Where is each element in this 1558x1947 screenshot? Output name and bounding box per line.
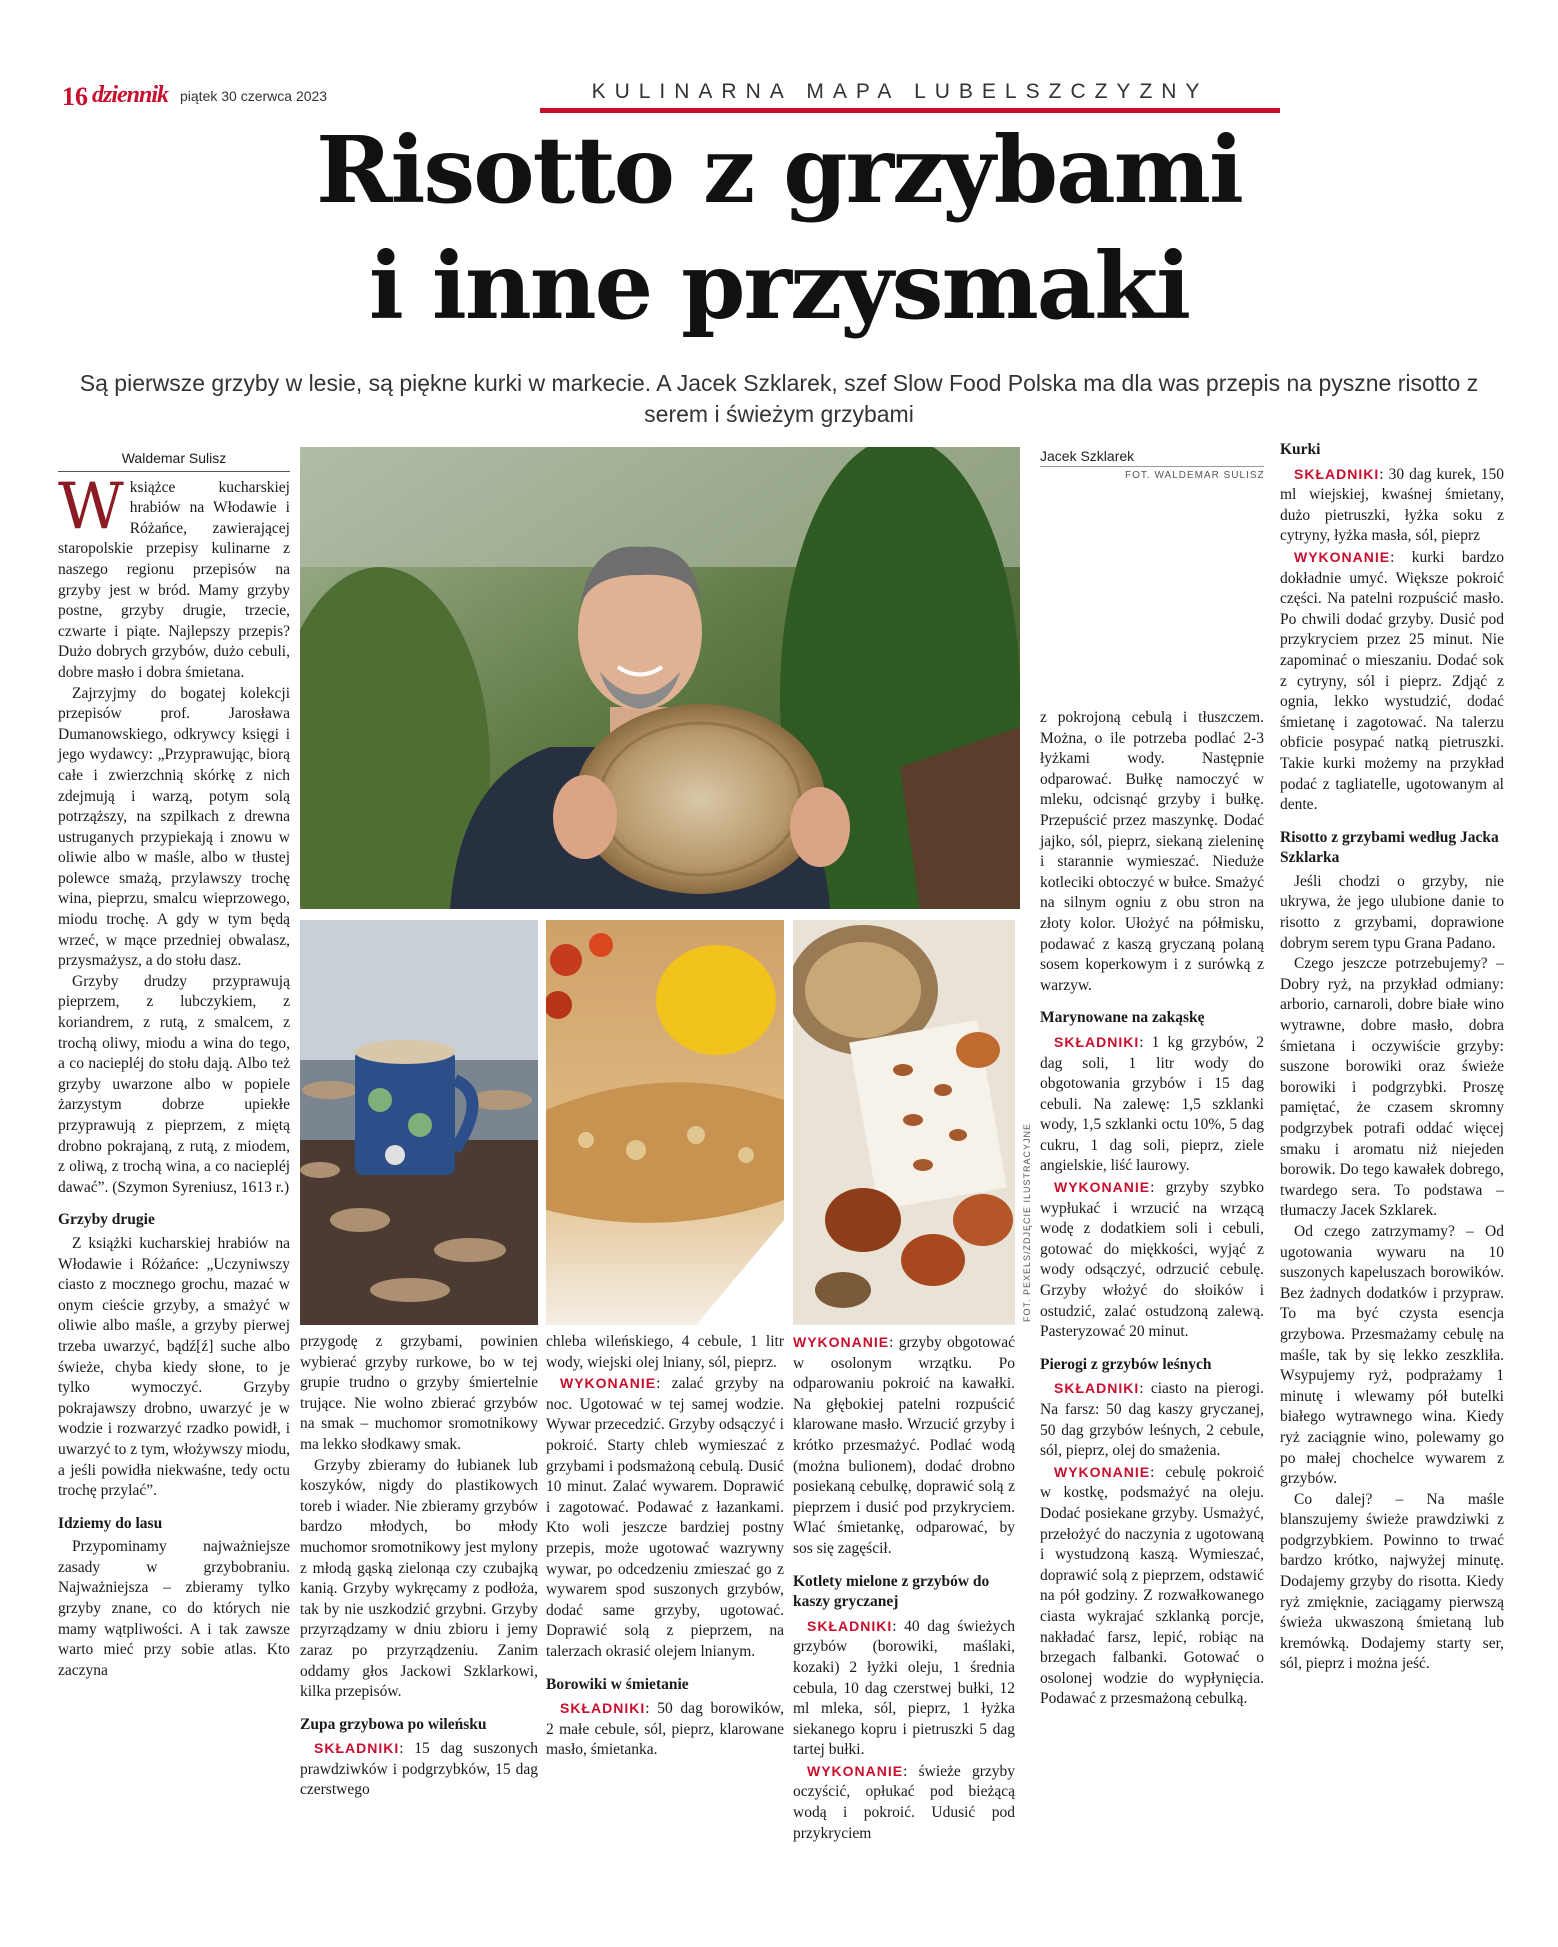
text-paragraph: Z książki kucharskiej hrabiów na Włodawie i Różańce: „Uczyniwszy ciasto z mocznego grochu, mazać w onym cieście grzyby, a smażyć w oliwie albo maśle, a grzyby pierwej trzeba uwarzyć, bądź[ź] suche albo świeże, chyba kiedy słone, to je tylko wymoczyć. Grzyby pokrajawszy drobno, uwarzyć je w wodzie i rozwarzyć rzadko powidł, i uwarzyć to z tym, włożywszy miodu, a jeśli powidła niekwaśne, tedy octu trochę przylać”. bbox=[58, 1234, 291, 1500]
author-byline: Waldemar Sulisz bbox=[58, 448, 290, 472]
baked-dish-image bbox=[546, 920, 784, 1325]
text-paragraph: z pokrojoną cebulą i tłuszczem. Można, o ile potrzeba podlać 2-3 łyżkami wody. Następnie odparować. Bułkę namoczyć w mleku, odcisnąć grzyby i bułkę. Przepuścić przez maszynkę. Dodać jajko, sól, pieprz, siekaną zieleninę i starannie wymieszać. Nieduże kotleciki obtoczyć w bułce. Smażyć na silnym ogniu z obu stron na złoty kolor. Ułożyć na półmisku, podawać z kaszą gryczaną polaną sosem koperkowym i z surówką z warzyw. bbox=[1040, 709, 1264, 994]
ingredients-text: : 30 dag kurek, 150 ml wiejskiej, kwaśnej śmietany, dużo pietruszki, łyżka soku z cytryny, łyżka masła, sól, pieprz bbox=[1280, 465, 1504, 545]
recipe-title: Zupa grzybowa po wileńsku bbox=[300, 1715, 487, 1733]
photo-credit: FOT. WALDEMAR SULISZ bbox=[1125, 470, 1265, 481]
ingredients-text: : 40 dag świeżych grzybów (borowiki, maślaki, kozaki) 2 łyżki oleju, 1 średnia cebula, 10 dag czerstwej bułki, 12 ml mleka, sól, pieprz, 1 łyżka siekanego kopru i pietruszki 5 dag tartej bułki. bbox=[793, 1617, 1015, 1759]
page-number: 16 bbox=[62, 82, 88, 111]
article-column-6 bbox=[1280, 440, 1504, 1675]
mushroom-atlas-photo bbox=[793, 920, 1015, 1325]
ingredients-label: SKŁADNIKI bbox=[1054, 1033, 1140, 1050]
issue-date: piątek 30 czerwca 2023 bbox=[180, 88, 328, 104]
soup-mug-photo bbox=[300, 920, 538, 1325]
newspaper-logo: dziennik bbox=[92, 82, 169, 108]
preparation-label: WYKONANIE bbox=[1054, 1463, 1151, 1480]
preparation-text: : grzyby obgotować w osolonym wrzątku. Po odparowaniu pokroić na kawałki. Na głębokiej patelni rozpuścić klarowane masło. Wrzucić grzyby i krótko przesmażyć. Podlać wodą (można bulionem), dodać drobno posiekaną cebulkę, doprawić solą z pieprzem i dusić pod przykryciem. Wlać śmietankę, odparować, by sos się zagęścił. bbox=[793, 1334, 1015, 1557]
text-paragraph: Od czego zatrzymamy? – Od ugotowania wywaru na 10 suszonych kapeluszach borowików. Bez żadnych dodatków i przypraw. To ma być czysta esencja grzybowa. Przesmażamy cebulę na maśle, tak by się lekko zeszkliła. Wsypujemy ryż, podprażamy 1 minutę i wlewamy pół butelki białego wytrawnego wina. Kiedy ryż zaciągnie wino, polewamy go po małej chochelce wywarem z grzybów. bbox=[1280, 1222, 1504, 1488]
recipe-title: Kotlety mielone z grzybów do kaszy gryczanej bbox=[793, 1572, 990, 1611]
mushrooms-table-image bbox=[793, 920, 1015, 1325]
masthead bbox=[62, 82, 1512, 112]
preparation-text: : zalać grzyby na noc. Ugotować w tej samej wodzie. Wywar przecedzić. Grzyby odsączyć i pokroić. Starty chleb wymieszać z grzybami i podsmażoną cebulą. Dusić 10 minut. Zalać wywarem. Doprawić i zagotować. Podawać z łazankami. Kto woli jeszcze bardziej postny przepis, może ugotować wazrywny wywar, po odcedzeniu zmieszać go z wywarem spod suszonych grzybów, dodać same grzyby, ugotować. Doprawić solą z pieprzem, na talerzach okrasić olejem lnianym. bbox=[546, 1375, 784, 1660]
recipe-title: Borowiki w śmietanie bbox=[546, 1675, 689, 1693]
text-paragraph: Przypominamy najważniejsze zasady w grzybobraniu. Najważniejsza – zbieramy tylko grzyby znane, co do których nie mamy wątpliwości. A i tak zawsze warto mieć przy sobie atlas. Kto zaczyna bbox=[58, 1538, 290, 1679]
section-title: KULINARNA MAPA LUBELSZCZYZNY bbox=[591, 80, 1209, 103]
subheading: Idziemy do lasu bbox=[58, 1514, 163, 1532]
recipe-title: Risotto z grzybami według Jacka Szklarka bbox=[1280, 828, 1499, 867]
preparation-text: : grzyby szybko wypłukać i wrzucić na wrzącą wodę z dodatkiem soli i cebuli, gotować do miękkości, wyjąć z wody odsączyć, odrzucić cebulę. Grzyby włożyć do słoików i ostudzić, zalać ostudzoną zalewą. Pasteryzować 20 minut. bbox=[1040, 1179, 1264, 1341]
text-paragraph: Czego jeszcze potrzebujemy? – Dobry ryż, na przykład odmiany: arborio, carnaroli, dobre białe wino wytrawne, dobre masło, dobra śmietana i oczywiście grzyby: suszone borowiki oraz świeże borowiki i podgrzybki. Proszę pamiętać, że czasem skromny podgrzybek potrafi oddać więcej smaku i aromatu niż niejeden borowik. Do tego kawałek dobrego, twardego sera. To podstawa – tłumaczy Jacek Szklarek. bbox=[1280, 955, 1504, 1220]
illustration-credit: FOT. PEXELS/ZDJĘCIE ILUSTRACYJNE bbox=[1022, 1122, 1032, 1322]
preparation-label: WYKONANIE bbox=[1054, 1179, 1151, 1196]
photo-caption-name: Jacek Szklarek bbox=[1040, 448, 1135, 464]
article-column-1 bbox=[58, 448, 290, 1681]
preparation-label: WYKONANIE bbox=[807, 1762, 904, 1779]
preparation-label: WYKONANIE bbox=[793, 1334, 890, 1350]
ingredients-text: : 50 dag borowików, 2 małe cebule, sól, pieprz, klarowane masło, śmietanka. bbox=[546, 1700, 784, 1759]
preparation-text: : cebulę pokroić w kostkę, podsmażyć na oleju. Dodać posiekane grzyby. Usmażyć, przełożyć do naczynia z ugotowaną i wystudzoną kaszą. Wymieszać, doprawić solą z pieprzem, odstawić na pół godziny. Z rozwałkowanego ciasta wykrajać szklanką porcje, nakładać farsz, lepić, robiąc na brzegach falbanki. Gotować o osolonej wodzie do wypłynięcia. Podawać z przesmażoną cebulką. bbox=[1040, 1463, 1264, 1708]
ingredients-text: : 15 dag suszonych prawdziwków i podgrzybków, 15 dag czerstwego bbox=[300, 1740, 538, 1799]
intro-paragraph: książce kucharskiej hrabiów na Włodawie i Różańce, zawierającej staropolskie przepisy kulinarne z naszego regionu przepisów na grzyby jest w bród. Mamy grzyby postne, grzyby drugie, trzecie, czwarte i piąte. Najlepszy przepis? Dużo dobrych grzybów, dużo cebuli, dobre masło i dobra śmietana. bbox=[58, 478, 290, 681]
ingredients-text: : ciasto na pierogi. Na farsz: 50 dag kaszy gryczanej, 50 dag grzybów leśnych, 2 cebule, sól, pieprz, olej do smażenia. bbox=[1040, 1380, 1264, 1460]
preparation-label: WYKONANIE bbox=[560, 1375, 657, 1392]
text-paragraph: Jeśli chodzi o grzyby, nie ukrywa, że jego ulubione danie to risotto z grzybami, doprawione dobrym serem typu Grana Padano. bbox=[1280, 872, 1504, 952]
ingredients-label: SKŁADNIKI bbox=[1054, 1380, 1140, 1397]
ingredients-text: : 1 kg grzybów, 2 dag soli, 1 litr wody do obgotowania grzybów i 15 dag cebuli. Na zalewę: 1,5 szklanki wody, 1,5 szklanki octu 10%, 5 dag cukru, 1 dag soli, pieprz, ziele angielskie, liść laurowy. bbox=[1040, 1033, 1264, 1175]
ingredients-label: SKŁADNIKI bbox=[314, 1740, 400, 1757]
article-column-2 bbox=[300, 1332, 538, 1801]
ingredients-label: SKŁADNIKI bbox=[807, 1617, 893, 1634]
headline-line-2: i inne przysmaki bbox=[368, 232, 1190, 340]
recipe-title: Marynowane na zakąskę bbox=[1040, 1009, 1205, 1027]
preparation-text: : świeże grzyby oczyścić, opłukać pod bieżącą wodą i pokroić. Udusić pod przykryciem bbox=[793, 1762, 1015, 1842]
chef-portrait-image bbox=[300, 447, 1020, 909]
text-paragraph: Co dalej? – Na maśle blanszujemy świeże prawdziwki z podgrzybkiem. Powinno to trwać bardzo krótko, najwyżej minutę. Dodajemy grzyby do risotta. Kiedy ryż zmięknie, zaciągamy pierwszą świeża ukwaszoną śmietaną lub kremówką. Dodajemy starty ser, sól, pieprz i można jeść. bbox=[1280, 1490, 1504, 1673]
article-column-4 bbox=[793, 1332, 1015, 1844]
dish-closeup-photo bbox=[546, 920, 784, 1325]
page-title bbox=[0, 112, 1558, 344]
ingredients-label: SKŁADNIKI bbox=[1294, 465, 1380, 482]
text-paragraph: Grzyby zbieramy do łubianek lub koszyków, nigdy do plastikowych toreb i wiader. Nie zbieramy grzybów bardzo młodych, bo młody muchomor sromotnikowy jest mylony z młodą gąską zielonąa czy czubajką kanią. Grzyby wykręcamy z podłoża, tak by nie uszkodzić grzybni. Grzyby przyrządzamy w dniu zbioru i jemy zaraz po przyrządzeniu. Zanim oddamy głos Jackowi Szklarkowi, kilka przepisów. bbox=[300, 1456, 538, 1701]
article-column-3 bbox=[546, 1332, 784, 1761]
preparation-label: WYKONANIE bbox=[1294, 548, 1391, 565]
headline-line-1: Risotto z grzybami bbox=[316, 116, 1242, 224]
drop-cap: W bbox=[58, 469, 124, 544]
caption-divider bbox=[1040, 466, 1264, 467]
recipe-title: Pierogi z grzybów leśnych bbox=[1040, 1355, 1212, 1373]
text-paragraph: Grzyby drudzy przyprawują pieprzem, z lubczykiem, z koriandrem, z rutą, z smalcem, z trochą oliwy, miodu a wina do tego, a co naciepléj do stołu dają. Albo też grzyby uwarzone albo w popiele żarzystym dobrze upiekłe przyprawują z pieprzem, z miętą drobno pokrajaną, z rutą, z miodem, z oliwą, z trochą wina, a co naciepléj dawać”. (Szymon Syreniusz, 1613 r.) bbox=[58, 972, 290, 1196]
article-column-5 bbox=[1040, 708, 1264, 1710]
subheading: Grzyby drugie bbox=[58, 1211, 155, 1229]
lead-paragraph: Są pierwsze grzyby w lesie, są piękne kurki w markecie. A Jacek Szklarek, szef Slow Food Polska ma dla was przepis na pyszne risotto z serem i świeżym grzybami bbox=[79, 370, 1479, 427]
text-paragraph: chleba wileńskiego, 4 cebule, 1 litr wody, wiejski olej lniany, sól, pieprz. bbox=[546, 1333, 784, 1371]
main-photo bbox=[300, 447, 1020, 909]
mushroom-soup-image bbox=[300, 920, 538, 1325]
text-paragraph: Zajrzyjmy do bogatej kolekcji przepisów prof. Jarosława Dumanowskiego, odkrywcy księgi i jego wydawcy: „Przyprawując, biorą całe i zwierzchnią skórkę z nich zdejmują i warzą, potym solą potrząższy, na szpilkach z drewna ustruganych przypiekają i znowu w oliwie albo w maśle, albo w tłustej polewce smażą, przylawszy trochę wina, pieprzu, smalcu wieprzowego, miodu trochę. A gdy w tym będą wrzeć, w mące przedniej obwalasz, przysmażysz, a do stołu dasz. bbox=[58, 684, 290, 970]
text-paragraph: przygodę z grzybami, powinien wybierać grzyby rurkowe, bo w tej grupie trudno o grzyby śmiertelnie trujące. Nie wolno zbierać grzybów na smak – muchomor sromotnikowy ma lekko słodkawy smak. bbox=[300, 1333, 538, 1453]
ingredients-label: SKŁADNIKI bbox=[560, 1700, 646, 1717]
preparation-text: : kurki bardzo dokładnie umyć. Większe pokroić części. Na patelni rozpuścić masło. Po chwili dodać grzyby. Dusić pod przykryciem przez 25 minut. Nie zapominać o mieszaniu. Dodać sok z cytryny, sól i pieprz. Zdjąć z ognia, lekko wystudzić, dodać śmietanę i zagotować. Na talerzu obficie posypać natką pietruszki. Takie kurki możemy na przykład podać z tagliatelle, ugotowanym al dente. bbox=[1280, 548, 1504, 814]
recipe-title: Kurki bbox=[1280, 441, 1321, 458]
